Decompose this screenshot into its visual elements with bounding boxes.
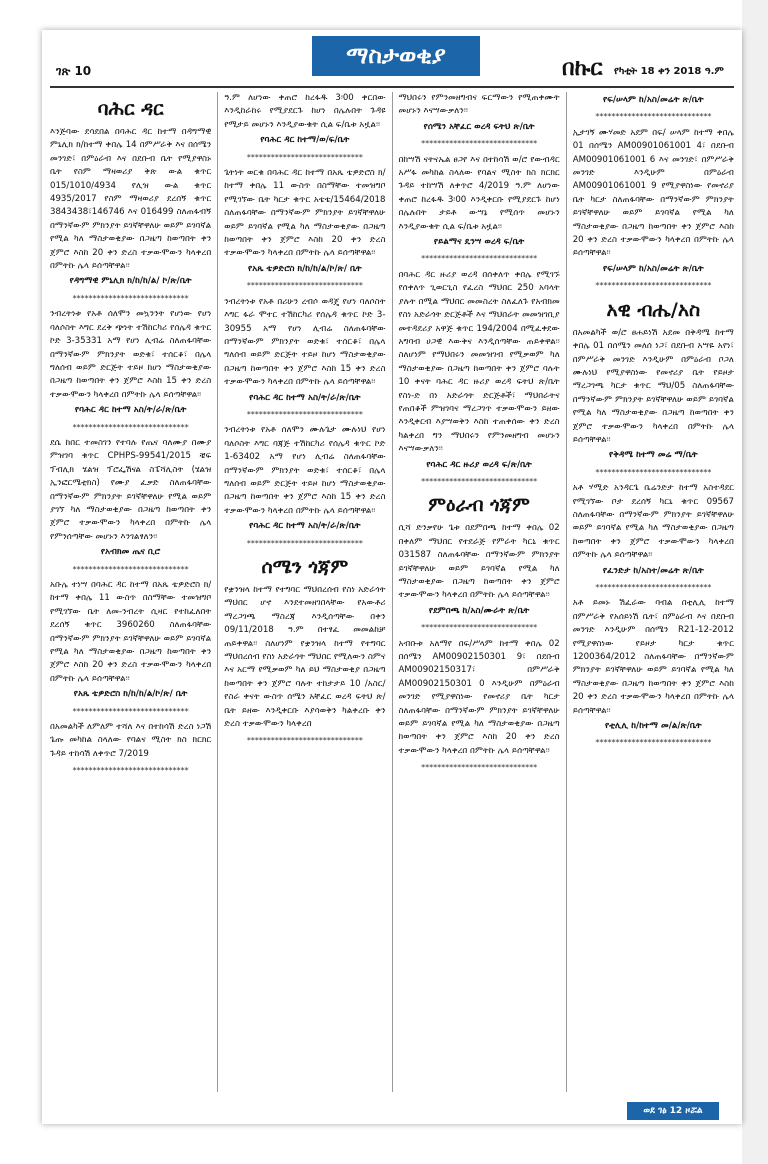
notice-separator: *****************************	[421, 763, 538, 773]
notice-issuer: የፍ/ሠላም ከ/አስ/መሬት ጽ/ቤት	[603, 263, 704, 274]
notice-separator: *****************************	[421, 623, 538, 633]
page-number: ገጽ 10	[56, 64, 92, 78]
notice-separator: *****************************	[595, 738, 712, 748]
notice	[573, 597, 734, 749]
region-heading: ባሕር ዳር	[97, 98, 164, 120]
notice-text: በአመልካች ወ/ሮ ፀሐይነሽ አደመ በቅዳሜ ከተማ ቀበሌ 01 በሰሜን መለሰ ነጋ፣ በደቡብ አሣዬ አየነ፣ በምሥራቅ መንገድ እንዲሁም በምዕራብ ቦጋለ ሙሉነህ የሚያዋስነው የመኖሪያ ቤት የይዞታ ማረጋገጫ ካርታ ቁጥር ማህ/05 ስለጠፋባቸው በማንኛውም ምክንያት ይገኛቸዋለሁ ወይም ይገባኛል የሚል ካለ ማስታወቂያው በጋዜጣ ከወጣበት ቀን ጀምሮ ተቃውሞውን ካላቀረበ በምትኩ ሌላ ይሰጣቸዋል፡፡	[572, 327, 734, 445]
notice-separator: *****************************	[421, 476, 538, 486]
notice-issuer: የባሕር ዳር ከተማ አስ/ት/ራ/ጽ/ቤት	[249, 521, 361, 532]
column-3	[398, 92, 559, 1092]
notice-separator: *****************************	[72, 422, 189, 432]
notice-text: የቋንዝላ ከተማ የተግባር ማህበረሰብ የስነ አድራጎት ማህበር ሆኖ እንደተመዘገበላቸው የአውቶሪ ማረጋገጫ ማስረጃ እንዲሰጣቸው በቀን 09/11/2018 ዓ.ም በተፃፈ መመልከቻ ጠይቀዋል፡፡ ስለሆነም የቋንዝላ ከተማ የተግባር ማህበረሰብ የስነ አድራጎት ማህበር የሚለውን ስምና እና አርማ የሚቃወም ካለ ይህ ማስታወቂያ በጋዜጣ ከወጣበት ቀን ጀምሮ ባሉት ተከታታይ 10 /አስር/ የስራ ቀናት ውስጥ ሰሜን አቸፈር ወረዳ ፍትህ ጽ/ቤት ይዘው እንዲቀርቡ እያሳወቅን ካልቀረቡ ቀን ድረስ ተቃውሞውን ካላቀረበ	[224, 585, 386, 730]
notice-separator: *****************************	[72, 564, 189, 574]
notice-separator: *****************************	[595, 281, 712, 291]
notice-text: በባሕር ዳር ዙሪያ ወረዳ በሰቀለጥ ቀበሌ የሚገኙ የሰቀለጥ ጊወርጊስ የፈረስ ማህበር 250 አባላት ያሉት በሚል ማህበር መመስረት ስለፈለጉ የአብክመ የስነ አድራጎት ድርጅቶች እና ማህበራት መመዝገቢያ መተዳደሪያ አዋጅ ቁጥር 194/2004 በሚፈቀደው አግባብ ሀጋዊ እውቅና እንዲሰጣቸው ጠይቀዋል፡፡ ስለሆነም የማህበሩን መመዝገብ የሚቃወም ካለ ማስታወቂያው በጋዜጣ ከወጣበት ቀን ጀምሮ ባሉት 10 ቀናት ባሕር ዳር ዙሪያ ወረዳ ፍትህ ጽ/ቤት የስነ-ድ በነ አድራጎት ድርጅቶች፣ ማህበራትና የጠበቆች ምዝገባና ማረጋገጥ ተቃውሞውን ይዘው እንዲቀርብ እያሣወቅን እስከ ተጠቀሰው ቀን ድረስ ካልቀረበ ግን ማህበሩን የምንመዘግብ መሆኑን እናሣውቃለን፡፡	[398, 269, 560, 455]
column-4	[573, 92, 734, 1092]
notice-issuer: የፍ/ሠላም ከ/አስ/መሬት ጽ/ቤት	[603, 95, 704, 105]
notice-text: ደሴ ከበር ተመስገን የተባሉ የጤና ባለሙያ በሙያ ምዝገባ ቁጥር CPHPS-99541/2015 ቼፍ ፕብሊክ ሄልዝ ፕሮፌሽናል ስፔሻሊስት (ሄልዝ ኢንፎርሜቲክስ) የሙያ ፈቃድ ስለጠፋባቸው በማንኛውም ምክንያት ይገኛቸዋለሁ የሚል ወይም ያገኘ ካለ ማስታወቂያው በጋዜጣ ከወጣበት ቀን ጀምሮ ተቃውሞውን ካላቀረበ በምትኩ ሌላ የምንሰጣቸው መሆኑን እንገልፃለን፡፡	[50, 437, 212, 542]
notice-issuer: የደምበጫ ከ/አስ/ሙራት ጽ/ቤት	[428, 605, 530, 616]
column-2	[224, 92, 385, 1092]
notice-issuer: የቅዳሜ ከተማ መሬ ማ/ቤት	[609, 450, 698, 461]
notice	[398, 154, 559, 266]
notice-separator: *****************************	[246, 281, 363, 291]
notice	[224, 92, 385, 164]
region-heading: አዊ ብሔ/አስ	[606, 298, 701, 321]
notice-separator: *****************************	[595, 467, 712, 477]
notice	[50, 721, 211, 778]
notice-separator: *****************************	[72, 766, 189, 776]
notice	[224, 167, 385, 293]
notice-issuer: የአብክመ ጤና ቢሮ	[100, 547, 161, 558]
notice-separator: *****************************	[246, 409, 363, 419]
notice	[50, 437, 211, 576]
notice-text: አቶ ይመኑ ሽፈራው ባብል በቲሊሊ ከተማ በምሥራቅ የአሰይነሽ ቤት፣ በምዕራብ እና በደቡብ መንገድ እንዲሁም በሰሜን R21-12-2012 የሚያዋስነው የይዞታ ካርታ ቁጥር 1200364/2012 ስለጠፋባቸው በማንኛውም ምክንያት ይገኛቸዋለሁ ወይም ይገባኛል የሚል ካለ ማስታወቂያው በጋዜጣ ከወጣበት ቀን ጀምሮ እስከ 20 ቀን ድረስ ተቃውሞውን ካላቀረበ በምትኩ ሌላ ይሰጣቸዋል፡፡	[572, 598, 734, 716]
notice-issuer: የአጼ ቴዎድሮስ ክ/ከ/ከ/ል/ኮ/ጽ/ ቤት	[248, 263, 362, 274]
page-header	[42, 30, 742, 88]
issue-date: የካቲት 18 ቀን 2018 ዓ.ም	[614, 66, 724, 77]
notice	[224, 296, 385, 422]
notice-text: ማህበሩን የምንመዘግብና ፍርማውን የሚጠቀሙት መሆኑን እናሣውቃለን፡፡	[398, 93, 560, 117]
notice-text: እንጅባው ደሳደበል በባሕር ዳር ከተማ በዳግማዊ ምኒሊክ ክ/ከተማ ቀበሌ 14 በምሥራቅ እና በሰሜን መንገድ፣ በምዕራብ እና በደቡብ ቤት የሚያዋስኑ ቤት የስም ማዛወሪያ ቅጽ ውል ቁጥር 015/1010/4934 የሊዝ ውል ቁጥር 4935/2017 የስም ማዛወሪያ ደረሰኝ ቁጥር 3843438፣146746 እና 016499 ስለጠፋብኝ በማንኛውም ምክንያት ይገኛቸዋለሁ ወይም ይገባኛል የሚል ካለ ማስታወቂያው በጋዜጣ ከወጣበት ቀን ጀምሮ እስከ 20 ቀን ድረስ ተቃውሞውን ካላቀረበ በምትኩ ሌላ ይሰጣቸዋል፡፡	[50, 127, 212, 272]
notice	[224, 584, 385, 748]
notice-issuer: የባሕር ዳር ዙሪያ ወረዳ ፍ/ጽ/ቤት	[426, 459, 532, 470]
column-divider	[566, 92, 567, 1092]
notice-columns	[50, 92, 734, 1092]
notice-text: ኢታገኝ ሙሃመድ አደም በፍ/ ሠላም ከተማ ቀበሌ 01 በሰሜን AM00901061001 4፣ በደቡብ AM00901061001 6 እና መንገድ፣ በምሥራቅ መንገድ እንዲሁም በምዕራብ AM00901061001 9 የሚያዋስነው የመኖሪያ ቤት ካርታ ስለጠፋባቸው በማንኛውም ምክንያት ይገኛቸዋለሁ ወይም ይገባኛል የሚል ካለ ማስታወቂያው በጋዜጣ ከወጣበት ቀን ጀምሮ እስከ 20 ቀን ድረስ ተቃውሞውን ካላቀረበ በምትኩ ሌላ ይሰጣቸዋል፡፡	[572, 127, 734, 259]
notice-separator: *****************************	[72, 293, 189, 303]
notice-issuer: የቲሊሊ ከ/ከተማ መ/ል/ጽ/ቤት	[605, 721, 702, 732]
notice-separator: *****************************	[246, 538, 363, 548]
notice-text: አብቡቱ አለማየ በፍ/ሥላም ከተማ ቀበሌ 02 በሰሜን AM00902150301 9፣ በደቡብ AM00902150317፣ በምሥራቅ AM00902150301 0 እንዲሁም በምዕራብ መንገድ የሚያዋስነው የመኖሪያ ቤት ካርታ ስለጠፋባቸው በማንኛውም ምክንያት ይገኛቸዋለሁ ወይም ይገባኛል የሚል ካለ ማስታወቂያው በጋዜጣ ከወጣበት ቀን ጀምሮ እስከ 20 ቀን ድረስ ተቃውሞውን ካላቀረበ በምትኩ ሌላ ይሰጣቸዋል፡፡	[398, 638, 560, 756]
column-divider	[217, 92, 218, 1092]
region-heading: ሰሜን ጎጃም	[261, 556, 349, 578]
notice-separator: *****************************	[246, 736, 363, 746]
notice-separator: *****************************	[246, 152, 363, 162]
column-1	[50, 92, 211, 1092]
section-masthead: ማስታወቂያ	[312, 36, 480, 76]
notice-issuer: የአጼ ቴዎድሮስ ክ/ከ/ከ/ል/ኮ/ጽ/ ቤት	[73, 689, 188, 700]
notice-separator: *****************************	[595, 112, 712, 122]
notice-issuer: የሰሜን አቸፈር ወረዳ ፍትህ ጽ/ቤት	[423, 121, 535, 132]
notice-separator: *****************************	[595, 583, 712, 592]
notice-issuer: የባሕር ዳር ከተማ አስ/ት/ራ/ጽ/ቤት	[249, 392, 361, 403]
notice-text: አቶ ሃሚድ አንዳርጌ ቤሬንድታ ከተማ አስተዳደር የሚገኘው ቦታ ደረሰኝ ካርኒ ቁጥር 09567 ስለጠፋባቸው በማንኛውም ምክንያት ይገኛቸዋለሁ ወይም ይገባኛል የሚል ካለ ማስታወቂያው በጋዜጣ ከወጣበት ቀን ጀምሮ ተቃውሞውን ካላቀረበ በምትኩ ሌላ ይሰጣቸዋል፡፡	[572, 483, 734, 561]
notice-text: አቡሌ ተነሣ በባሕር ዳር ከተማ በአጼ ቴዎድሮስ ክ/ከተማ ቀበሌ 11 ውስጥ በስማቸው ተመዝግቦ የሚገኘው ቤት ለመ-ንብረት ሲዛር የተከፈለበት ደረሰኝ ቁጥር 3960260 ስለጠፋባቸው በማንኛውም ምክንያት ይገኛቸዋለሁ ወይም ይገባኛል የሚል ካለ ማስታወቂያው በጋዜጣ ከወጣበት ቀን ጀምሮ እስከ 20 ቀን ድረስ ተቃውሞውን ካላቀረበ በምትኩ ሌላ ይሰጣቸዋል፡፡	[50, 580, 212, 684]
continued-badge: ወደ ገፅ 12 ዞሯል	[627, 1102, 719, 1120]
notice-separator: *****************************	[72, 706, 189, 716]
notice	[50, 579, 211, 718]
notice-issuer: የይልማና ዴንሣ ወረዳ ፍ/ቤት	[433, 237, 525, 248]
notice	[224, 424, 385, 550]
notice-text: ንብረትነቱ የአቶ በሪሁን ረብሶ ወዳጄ የሆነ ባለሶስት እግር ፋራ ሞተር ተሽከርካሪ የሰሌዳ ቁጥር ኮድ 3-30955 አማ የሆነ ሊብሬ ስለጠፋባቸው በማንኛውም ምክንያት ወድቁ፣ ተሰርቆ፣ በሌላ ግለሰብ ወይም ድርጅት ተይዞ ከሆነ ማስታወቂያው በጋዜጣ ከወጣበት ቀን ጀምሮ እስከ 15 ቀን ድረስ ተቃውሞውን ካላቀረበ በምትኩ ሌላ ይሰጣቸዋል፡፡	[224, 296, 386, 388]
notice	[573, 127, 734, 293]
newspaper-name: በኩር	[562, 56, 603, 81]
notice	[398, 92, 559, 151]
notice-text: ጌትነት ወርቁ በባሕር ዳር ከተማ በአጼ ቴዎድሮስ ክ/ከተማ ቀበሌ 11 ውስጥ በስማቸው ተመዝግቦ የሚገኘው ቤት ካርታ ቁጥር አቴቴ/15464/2018 ስለጠፋባቸው በማንኛውም ምክንያት ይገኛቸዋለሁ ወይም ይገባኛል የሚል ካለ ማስታወቂያው በጋዜጣ ከወጣበት ቀን ጀምሮ እስከ 20 ቀን ድረስ ተቃውሞውን ካላቀረበ በምትኩ ሌላ ይሰጣቸዋል፡፡	[224, 168, 386, 259]
notice	[573, 94, 734, 124]
notice-text: ዓ.ም ለሆነው ቀጠሮ ከረፋዱ 3፡00 ቀርበው እንዲከራከሩ የሚያደርጉ ከሆነ በሌሉበት ጉዳዩ የሚታይ መሆኑን እንዲያውቁት ሲል ፍ/ቤቱ አዟል፡፡	[224, 93, 386, 130]
newspaper-page	[42, 30, 742, 1124]
notice-issuer: የዳግማዊ ምኒሊክ ክ/ከ/ከ/ል/ ኮ/ጽ/ቤት	[69, 276, 192, 287]
notice-text: በከሣሽ ናትናኤል ፀጋየ እና በተከሳሽ ወ/ሮ የውብዳር አሥፋ መካከል ስላለው የባልና ሚስት ክስ ክርክር ጉዳይ ተከሣሽ ለቀጥሮ 4/2019 ዓ.ም ለሆነው ቀጠሮ ከረፋዱ 3፡00 እንዲቀርቡ የሚያደርጉ ከሆነ በሌሉበት ታይቶ ውሣኔ የሚሰጥ መሆኑን እንዲያውቁት ሲል ፍ/ቤቱ አዟል፡፡	[398, 154, 560, 232]
notice	[573, 327, 734, 479]
notice-separator: *****************************	[421, 254, 538, 264]
notice-text: ንብረትነቱ የአቶ ሰለሞን ሙሉጌታ ሙሉነህ የሆነ ባለሶስት እግር ባጃጅ ተሽከርካሪ የሰሌዳ ቁጥር ኮድ 1-63402 አማ የሆነ ሊብሬ ስለጠፋባቸው በማንኛውም ምክንያት ወድቁ፣ ተሰርቆ፣ በሌላ ግለሰብ ወይም ድርጅት ተይዞ ከሆነ ማስታወቂያው በጋዜጣ ከወጣበት ቀን ጀምሮ እስከ 15 ቀን ድረስ ተቃውሞውን ካላቀረበ በምትኩ ሌላ ይሰጣቸዋል፡፡	[224, 425, 386, 516]
notice	[50, 126, 211, 305]
region-heading: ምዕራብ ጎጃም	[428, 494, 530, 517]
notice-issuer: የባሕር ዳር ከተማ አስ/ት/ራ/ጽ/ቤት	[74, 405, 187, 416]
notice-text: ሲሻ ድንቃየሁ ጌቱ በደምበጫ ከተማ ቀበሌ 02 በቀለም ማህበር የተደራጅ የምራት ካርኒ ቁጥር 031587 ስለጠፋባቸው በማንኛውም ምክንያት ይገኛቸዋለሁ ወይም ይገባኛል የሚል ካለ ማስታወቂያው በጋዜጣ ከወጣበት ቀን ጀምሮ ተቃውሞውን ካላቀረበ በምትኩ ሌላ ይሰጣቸዋል፡፡	[398, 523, 560, 601]
notice-separator: *****************************	[421, 139, 538, 149]
notice	[398, 638, 559, 775]
notice	[50, 308, 211, 434]
header-rule	[50, 86, 734, 88]
notice	[573, 482, 734, 594]
notice-text: ንብረትነቱ የአቶ ሰለሞን መኳንንት የሆነው የሆነ ባለሶስት እግር ደረቅ ጭነት ተሽከርካሪ የሰሌዳ ቁጥር ኮድ 3-35331 አማ የሆነ ሊብሬ ስለጠፋባቸው በማንኛውም ምክንያት ወድቁ፣ ተሰርቆ፣ በሌላ ግለሰብ ወይም ድርጅት ተይዞ ከሆነ ማስታወቂያው በጋዜጣ ከወጣበት ቀን ጀምሮ እስከ 15 ቀን ድረስ ተቃውሞውን ካላቀረበ በምትኩ ሌላ ይሰጣቸዋል፡፡	[50, 309, 212, 400]
notice	[398, 522, 559, 634]
notice-text: በአመልካች ለምለም ተሻለ እና በተከሳሽ ድረስ ነጋሽ ጌጡ መካከል ስላለው የባልና ሚስት ክስ ክርክር ጉዳይ ተከሳሽ ለቀጥሮ 7/2019	[50, 722, 212, 759]
notice	[398, 269, 559, 489]
column-divider	[392, 92, 393, 1092]
notice-issuer: የባሕር ዳር ከተማ/ወ/ፍ/ቤት	[260, 135, 350, 146]
page-margin-shade	[742, 0, 768, 1164]
notice-issuer: የፈንድታ ከ/አስተ/መሬት ጽ/ቤት	[602, 565, 704, 576]
